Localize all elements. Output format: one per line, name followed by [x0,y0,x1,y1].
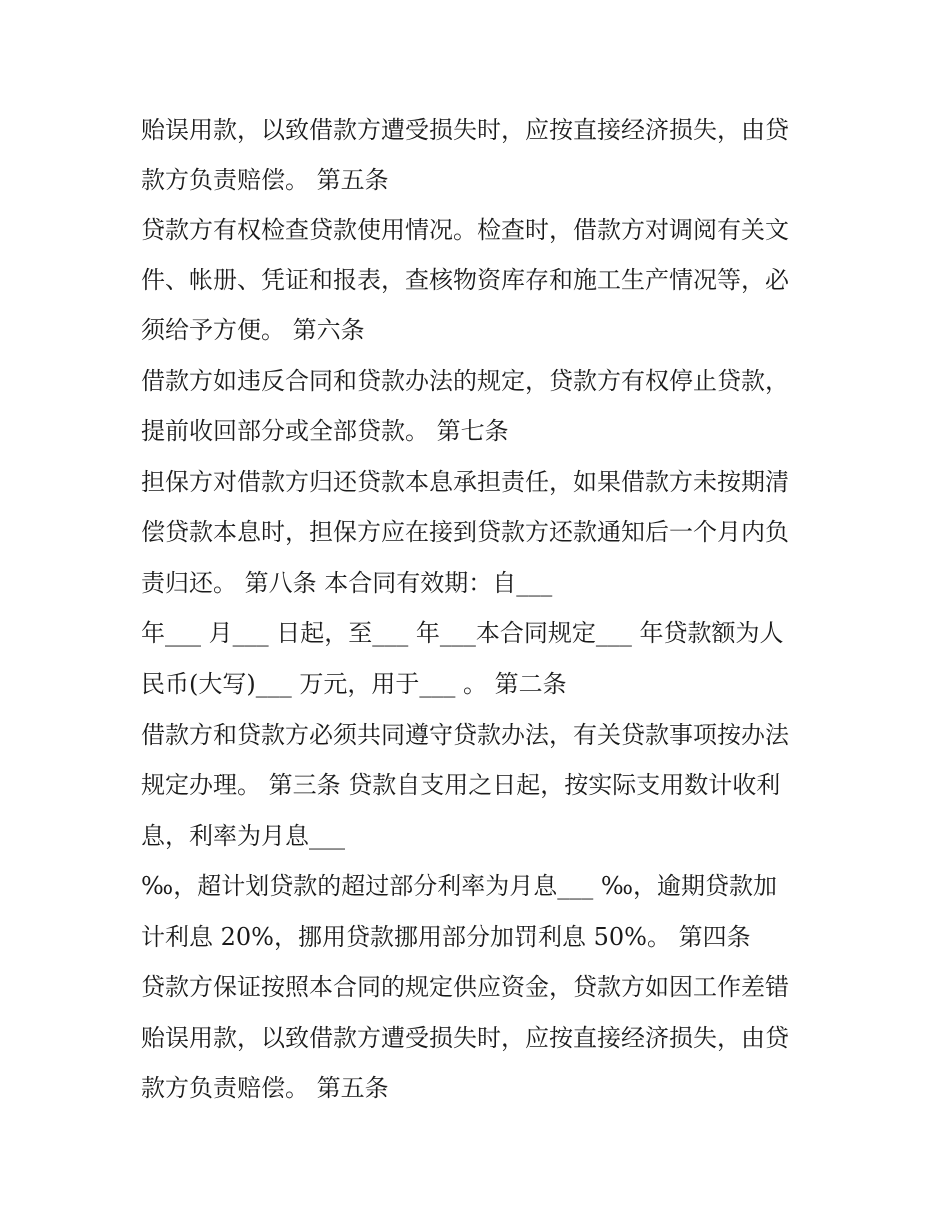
text-line-6: 借款方如违反合同和贷款办法的规定，贷款方有权停止贷款， [141,367,789,395]
text-line-16: ‰，超计划贷款的超过部分利率为月息___ ‰，逾期贷款加 [141,872,778,900]
text-line-18: 贷款方保证按照本合同的规定供应资金，贷款方如因工作差错 [141,973,789,1001]
text-line-8: 担保方对借款方归还贷款本息承担责任，如果借款方未按期清 [141,468,789,496]
text-line-4: 件、帐册、凭证和报表，查核物资库存和施工生产情况等，必 [141,266,789,294]
text-line-14: 规定办理。 第三条 贷款自支用之日起，按实际支用数计收利 [141,771,781,799]
text-line-19: 贻误用款，以致借款方遭受损失时，应按直接经济损失，由贷 [141,1024,789,1052]
text-line-13: 借款方和贷款方必须共同遵守贷款办法，有关贷款事项按办法 [141,721,789,749]
text-line-10: 责归还。 第八条 本合同有效期：自___ [141,569,553,597]
text-line-17: 计利息 20%，挪用贷款挪用部分加罚利息 50%。 第四条 [141,923,751,951]
text-line-20: 款方负责赔偿。 第五条 [141,1074,389,1102]
text-line-5: 须给予方便。 第六条 [141,316,365,344]
text-line-1: 贻误用款，以致借款方遭受损失时，应按直接经济损失，由贷 [141,116,789,144]
text-line-15: 息，利率为月息___ [141,822,345,850]
text-line-3: 贷款方有权检查贷款使用情况。检查时，借款方对调阅有关文 [141,216,789,244]
text-line-7: 提前收回部分或全部贷款。 第七条 [141,417,509,445]
text-line-11: 年___ 月___ 日起，至___ 年___本合同规定___ 年贷款额为人 [141,619,784,647]
text-line-9: 偿贷款本息时，担保方应在接到贷款方还款通知后一个月内负 [141,518,789,546]
text-line-12: 民币(大写)___ 万元，用于___ 。 第二条 [141,670,567,698]
text-line-2: 款方负责赔偿。 第五条 [141,166,389,194]
